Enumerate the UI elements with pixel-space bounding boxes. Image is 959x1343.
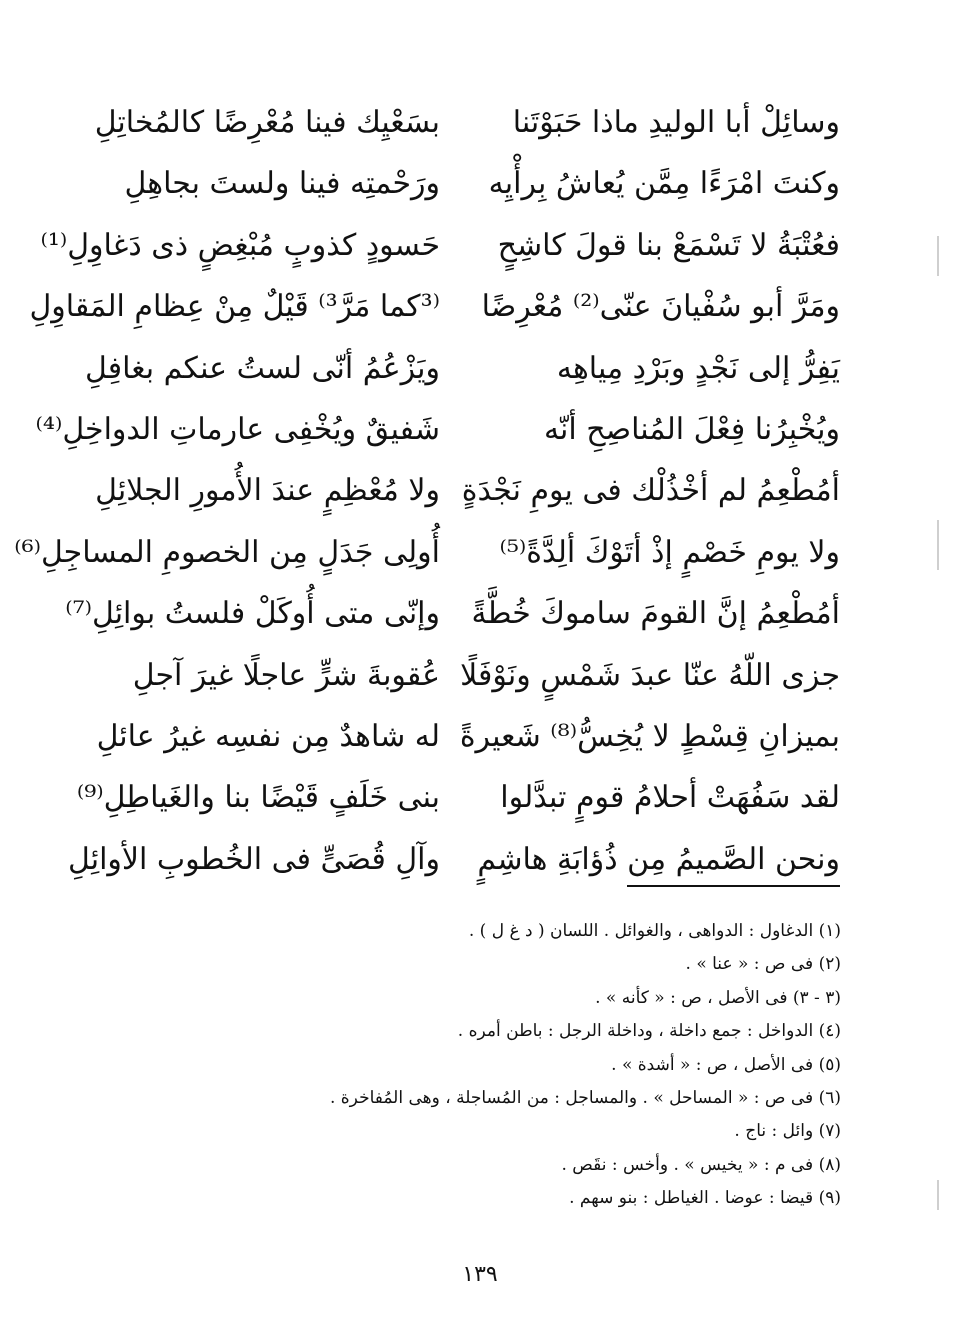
verse-row xyxy=(40,215,840,276)
scan-edge-mark xyxy=(937,1180,939,1210)
verse-first-hemistich: ولا يومِ خَصْمٍ إذْ أتَوْكَ ألِدَّةً⁽⁵⁾ xyxy=(499,534,840,570)
footnote-item: (١) الدغاول : الدواهى ، والغوائل . اللسان ( د غ ل ) . xyxy=(468,921,841,941)
verse-row xyxy=(65,583,840,644)
verse-second-hemistich: له شاهدٌ مِن نفسِه غيرُ عائلِ xyxy=(96,718,440,754)
footnote-separator xyxy=(627,885,840,887)
verse-second-hemistich: ورَحْمتِه فينا ولستَ بجاهِلِ xyxy=(124,166,440,202)
verse-second-hemistich: ويَزْعُمُ أنّى لستُ عنكم بغافِلِ xyxy=(85,350,440,386)
footnote-item: (٥) فى الأصل ، ص : « أشدة » . xyxy=(611,1054,841,1075)
verse-row xyxy=(14,522,840,583)
verse-row xyxy=(85,338,840,399)
footnote-item: (٦) فى ص : « المساحل » . والمساجل : من المُساجلة ، وهى المُفاخرة . xyxy=(329,1087,841,1108)
verse-row xyxy=(120,645,840,706)
verse-row xyxy=(76,767,840,828)
footnotes xyxy=(281,915,841,1216)
poem-verses xyxy=(14,92,840,890)
verse-first-hemistich: ويُخْبِرُنا فِعْلَ المُناصِحِ أنّه xyxy=(543,411,840,447)
verse-second-hemistich: ولا مُعْظِمٍ عندَ الأُمورِ الجلائِلِ xyxy=(95,473,440,509)
verse-row xyxy=(68,829,840,890)
footnote-item: (٩) قيضا : عوضا . الغياطل : بنو سهم . xyxy=(569,1188,841,1209)
verse-first-hemistich: جزى اللّهُ عنّا عبدَ شَمْسٍ ونَوْفَلًا xyxy=(460,657,840,693)
verse-second-hemistich: بسَعْيِك فينا مُعْرِضًا كالمُخاتِلِ xyxy=(94,105,440,140)
verse-second-hemistich: وآلِ قُصَىٍّ فى الخُطوبِ الأوائِلِ xyxy=(68,841,440,877)
verse-row xyxy=(96,706,840,767)
verse-second-hemistich: عُقوبةَ شرٍّ عاجلًا غيرَ آجلِ xyxy=(132,657,440,693)
verse-row xyxy=(95,460,840,521)
footnote-item: (٢) فى ص : « عنا » . xyxy=(685,954,841,975)
footnote-item: (٣ - ٣) فى الأصل ، ص : « كأنه » . xyxy=(595,987,841,1008)
verse-second-hemistich: شَفيقٌ ويُخْفِى عارماتِ الدواخِلِ⁽⁴⁾ xyxy=(35,411,440,447)
footnote-item: (٤) الدواخل : جمع داخلة ، وداخلة الرجل : باطن أمره . xyxy=(457,1021,841,1042)
verse-first-hemistich: بميزانِ قِسْطٍ لا يُخِسُّ⁽⁸⁾ شَعيرةً xyxy=(459,718,840,754)
verse-row xyxy=(120,153,840,214)
verse-first-hemistich: وسائِلْ أبا الوليدِ ماذا حَبَوْتَنا xyxy=(512,105,840,140)
verse-second-hemistich: بنى خَلَفٍ قَيْضًا بنا والغَياطِلِ⁽⁹⁾ xyxy=(76,780,440,816)
verse-first-hemistich: ونحن الصَّميمُ مِن ذُؤابَةِ هاشِمٍ xyxy=(477,841,840,877)
scan-edge-mark xyxy=(937,520,939,570)
page-number: ١٣٩ xyxy=(462,1262,498,1287)
verse-row xyxy=(35,399,840,460)
verse-second-hemistich: أُولِى جَدَلٍ مِن الخصومِ المساجِلِ⁽⁶⁾ xyxy=(14,534,440,570)
footnote-item: (٨) فى م : « يخيس » . وأخس : نقَص . xyxy=(561,1154,841,1175)
verse-first-hemistich: فعُتْبَةُ لا تَسْمَعْ بنا قولَ كاشِحٍ xyxy=(497,227,840,263)
verse-first-hemistich: لقد سَفُهَتْ أحلامُ قومٍ تبدَّلوا xyxy=(500,780,840,816)
verse-first-hemistich: أمُطْعِمُ لم أخْذُلْك فى يومِ نَجْدَةٍ xyxy=(461,473,840,509)
verse-row xyxy=(94,92,840,153)
footnote-item: (٧) وائل : ناج . xyxy=(734,1121,841,1142)
verse-first-hemistich: أمُطْعِمُ إنَّ القومَ ساموكَ خُطَّةً xyxy=(471,596,840,632)
verse-second-hemistich: ⁽³كما مَرَّ³⁾ قَيْلٌ مِنْ عِظامِ المَقاوِلِ xyxy=(29,289,440,325)
verse-first-hemistich: يَفِرُّ إلى نَجْدٍ وبَرْدِ مِياهِه xyxy=(556,350,840,386)
verse-second-hemistich: وإنّى متى أُوكَلْ فلستُ بوائِلِ⁽⁷⁾ xyxy=(65,596,440,632)
verse-first-hemistich: وكنتَ امْرَءًا مِمَّن يُعاشُ بِرأْيِه xyxy=(488,166,840,202)
verse-row xyxy=(29,276,840,337)
verse-first-hemistich: ومَرَّ أبو سُفْيانَ عنّى⁽²⁾ مُعْرِضًا xyxy=(481,289,840,325)
scan-edge-mark xyxy=(937,236,939,276)
verse-second-hemistich: حَسودٍ كذوبٍ مُبْغِضٍ ذى دَغاوِلِ⁽¹⁾ xyxy=(40,227,440,263)
